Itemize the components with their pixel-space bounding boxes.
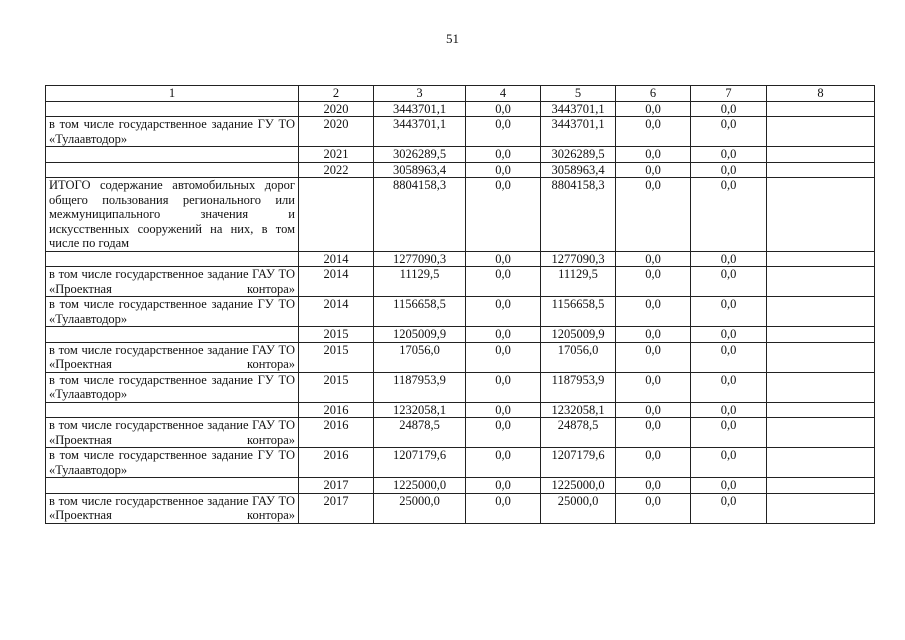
value-cell: 0,0 [616,478,691,494]
value-cell: 0,0 [616,342,691,372]
value-cell: 8804158,3 [541,178,616,252]
description-cell [46,162,299,178]
value-cell: 0,0 [466,327,541,343]
note-cell [767,251,875,267]
note-cell [767,493,875,523]
table-row [46,418,875,448]
value-cell: 0,0 [691,178,767,252]
note-cell [767,178,875,252]
value-cell: 0,0 [691,327,767,343]
value-cell: 0,0 [616,402,691,418]
year-cell: 2016 [299,402,374,418]
description-cell: ИТОГО содержание автомобильных дорог общего пользования регионального или межмуниципального значения и искусственных сооружений на них, в том числе по годам [46,178,299,252]
year-cell: 2014 [299,251,374,267]
note-cell [767,297,875,327]
value-cell: 1205009,9 [541,327,616,343]
value-cell: 0,0 [466,162,541,178]
value-cell: 1205009,9 [374,327,466,343]
table-row [46,251,875,267]
value-cell: 0,0 [691,147,767,163]
value-cell: 0,0 [616,101,691,117]
value-cell: 0,0 [691,101,767,117]
description-cell: в том числе государственное задание ГАУ ТО «Проектная контора» [46,342,299,372]
value-cell: 3058963,4 [541,162,616,178]
value-cell: 1277090,3 [374,251,466,267]
value-cell: 1207179,6 [374,448,466,478]
table-row [46,267,875,297]
table-row [46,493,875,523]
value-cell: 1187953,9 [374,372,466,402]
description-cell: в том числе государственное задание ГАУ ТО «Проектная контора» [46,267,299,297]
value-cell: 24878,5 [374,418,466,448]
value-cell: 0,0 [466,342,541,372]
description-cell: в том числе государственное задание ГУ ТО «Тулаавтодор» [46,297,299,327]
value-cell: 0,0 [616,372,691,402]
column-header: 5 [541,86,616,102]
value-cell: 0,0 [616,493,691,523]
value-cell: 0,0 [466,402,541,418]
value-cell: 8804158,3 [374,178,466,252]
header-row [46,86,875,102]
table-row [46,402,875,418]
value-cell: 0,0 [466,101,541,117]
year-cell: 2017 [299,493,374,523]
description-cell: в том числе государственное задание ГУ ТО «Тулаавтодор» [46,448,299,478]
value-cell: 0,0 [616,327,691,343]
value-cell: 3026289,5 [541,147,616,163]
note-cell [767,448,875,478]
year-cell: 2015 [299,342,374,372]
column-header: 8 [767,86,875,102]
value-cell: 0,0 [466,448,541,478]
note-cell [767,327,875,343]
value-cell: 0,0 [691,117,767,147]
column-header: 2 [299,86,374,102]
value-cell: 0,0 [691,448,767,478]
value-cell: 0,0 [691,342,767,372]
value-cell: 0,0 [616,297,691,327]
table-row [46,372,875,402]
value-cell: 0,0 [691,267,767,297]
value-cell: 3443701,1 [541,117,616,147]
budget-table [45,85,875,524]
column-header: 1 [46,86,299,102]
value-cell: 1225000,0 [541,478,616,494]
column-header: 7 [691,86,767,102]
note-cell [767,101,875,117]
value-cell: 1277090,3 [541,251,616,267]
value-cell: 0,0 [466,267,541,297]
value-cell: 0,0 [616,117,691,147]
value-cell: 11129,5 [374,267,466,297]
value-cell: 0,0 [691,402,767,418]
description-cell [46,402,299,418]
column-header: 4 [466,86,541,102]
value-cell: 1225000,0 [374,478,466,494]
value-cell: 3443701,1 [374,117,466,147]
year-cell: 2014 [299,297,374,327]
column-header: 3 [374,86,466,102]
value-cell: 0,0 [466,493,541,523]
value-cell: 24878,5 [541,418,616,448]
column-header: 6 [616,86,691,102]
table-row [46,327,875,343]
year-cell: 2020 [299,117,374,147]
value-cell: 0,0 [616,267,691,297]
note-cell [767,162,875,178]
value-cell: 0,0 [616,251,691,267]
year-cell [299,178,374,252]
table-row [46,297,875,327]
year-cell: 2022 [299,162,374,178]
year-cell: 2016 [299,418,374,448]
description-cell [46,101,299,117]
note-cell [767,267,875,297]
value-cell: 0,0 [616,162,691,178]
year-cell: 2020 [299,101,374,117]
value-cell: 0,0 [466,251,541,267]
value-cell: 3058963,4 [374,162,466,178]
table-row [46,162,875,178]
note-cell [767,372,875,402]
description-cell [46,327,299,343]
note-cell [767,342,875,372]
note-cell [767,402,875,418]
value-cell: 17056,0 [541,342,616,372]
description-cell: в том числе государственное задание ГУ ТО «Тулаавтодор» [46,117,299,147]
value-cell: 0,0 [691,162,767,178]
value-cell: 0,0 [616,178,691,252]
year-cell: 2017 [299,478,374,494]
value-cell: 0,0 [466,297,541,327]
value-cell: 3443701,1 [541,101,616,117]
table-row [46,101,875,117]
value-cell: 0,0 [691,372,767,402]
value-cell: 1156658,5 [374,297,466,327]
value-cell: 1156658,5 [541,297,616,327]
year-cell: 2014 [299,267,374,297]
value-cell: 0,0 [616,418,691,448]
value-cell: 0,0 [691,251,767,267]
note-cell [767,117,875,147]
table-row [46,478,875,494]
description-cell: в том числе государственное задание ГАУ ТО «Проектная контора» [46,493,299,523]
value-cell: 0,0 [466,418,541,448]
value-cell: 1187953,9 [541,372,616,402]
value-cell: 0,0 [616,448,691,478]
description-cell: в том числе государственное задание ГАУ ТО «Проектная контора» [46,418,299,448]
value-cell: 11129,5 [541,267,616,297]
description-cell [46,147,299,163]
description-cell: в том числе государственное задание ГУ ТО «Тулаавтодор» [46,372,299,402]
value-cell: 1232058,1 [541,402,616,418]
value-cell: 0,0 [691,493,767,523]
value-cell: 0,0 [466,178,541,252]
value-cell: 3026289,5 [374,147,466,163]
page-number: 51 [446,31,459,46]
value-cell: 25000,0 [374,493,466,523]
description-cell [46,478,299,494]
value-cell: 0,0 [466,117,541,147]
year-cell: 2016 [299,448,374,478]
table-row [46,117,875,147]
value-cell: 25000,0 [541,493,616,523]
value-cell: 1232058,1 [374,402,466,418]
year-cell: 2015 [299,372,374,402]
description-cell [46,251,299,267]
value-cell: 0,0 [466,478,541,494]
year-cell: 2015 [299,327,374,343]
note-cell [767,418,875,448]
value-cell: 0,0 [616,147,691,163]
value-cell: 0,0 [691,478,767,494]
table-row [46,178,875,252]
table-row [46,147,875,163]
value-cell: 3443701,1 [374,101,466,117]
table-row [46,448,875,478]
value-cell: 0,0 [691,418,767,448]
value-cell: 0,0 [691,297,767,327]
note-cell [767,478,875,494]
value-cell: 1207179,6 [541,448,616,478]
value-cell: 0,0 [466,372,541,402]
year-cell: 2021 [299,147,374,163]
value-cell: 17056,0 [374,342,466,372]
table-row [46,342,875,372]
note-cell [767,147,875,163]
value-cell: 0,0 [466,147,541,163]
